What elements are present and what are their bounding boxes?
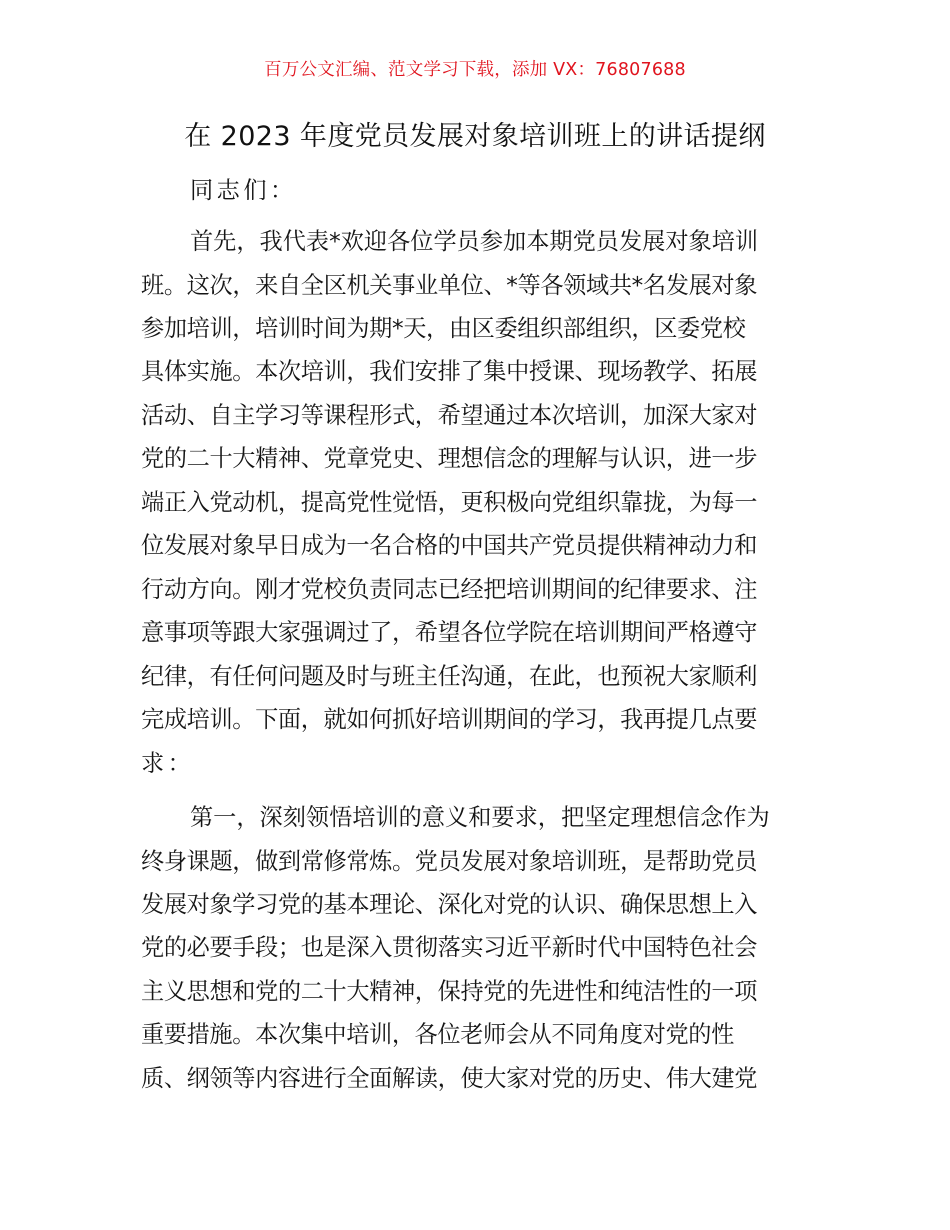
paragraph-line: 求： — [141, 750, 195, 777]
paragraph-line: 发展对象学习党的基本理论、深化对党的认识、确保思想上入 — [141, 891, 758, 918]
paragraph-line: 首先，我代表*欢迎各位学员参加本期党员发展对象培训 — [190, 228, 759, 255]
paragraph-line: 参加培训，培训时间为期*天，由区委组织部组织，区委党校 — [141, 315, 746, 342]
paragraph-line: 完成培训。下面，就如何抓好培训期间的学习，我再提几点要 — [141, 706, 758, 733]
paragraph-line: 第一，深刻领悟培训的意义和要求，把坚定理想信念作为 — [190, 804, 770, 831]
paragraph-line: 活动、自主学习等课程形式，希望通过本次培训，加深大家对 — [141, 402, 758, 429]
paragraph-line: 重要措施。本次集中培训，各位老师会从不同角度对党的性 — [141, 1021, 734, 1048]
paragraph-line: 行动方向。刚才党校负责同志已经把培训期间的纪律要求、注 — [141, 576, 758, 603]
paragraph-line: 党的二十大精神、党章党史、理想信念的理解与认识，进一步 — [141, 445, 758, 472]
paragraph-line: 纪律，有任何问题及时与班主任沟通，在此，也预祝大家顺利 — [141, 663, 758, 690]
paragraph-line: 具体实施。本次培训，我们安排了集中授课、现场教学、拓展 — [141, 358, 758, 385]
paragraph-line: 端正入党动机，提高党性觉悟，更积极向党组织靠拢，为每一 — [141, 489, 758, 516]
paragraph-line: 位发展对象早日成为一名合格的中国共产党员提供精神动力和 — [141, 532, 758, 559]
paragraph-line: 质、纲领等内容进行全面解读，使大家对党的历史、伟大建党 — [141, 1065, 758, 1092]
paragraph-line: 主义思想和党的二十大精神，保持党的先进性和纯洁性的一项 — [141, 978, 758, 1005]
paragraph-line: 党的必要手段；也是深入贯彻落实习近平新时代中国特色社会 — [141, 934, 758, 961]
document-title: 在 2023 年度党员发展对象培训班上的讲话提纲 — [184, 121, 766, 152]
watermark-header: 百万公文汇编、范文学习下载，添加 VX：76807688 — [264, 60, 686, 80]
paragraph-line: 终身课题，做到常修常炼。党员发展对象培训班，是帮助党员 — [141, 848, 758, 875]
paragraph-line: 班。这次，来自全区机关事业单位、*等各领域共*名发展对象 — [141, 272, 758, 299]
paragraph-line: 意事项等跟大家强调过了，希望各位学院在培训期间严格遵守 — [141, 619, 758, 646]
salutation: 同志们： — [190, 177, 297, 204]
